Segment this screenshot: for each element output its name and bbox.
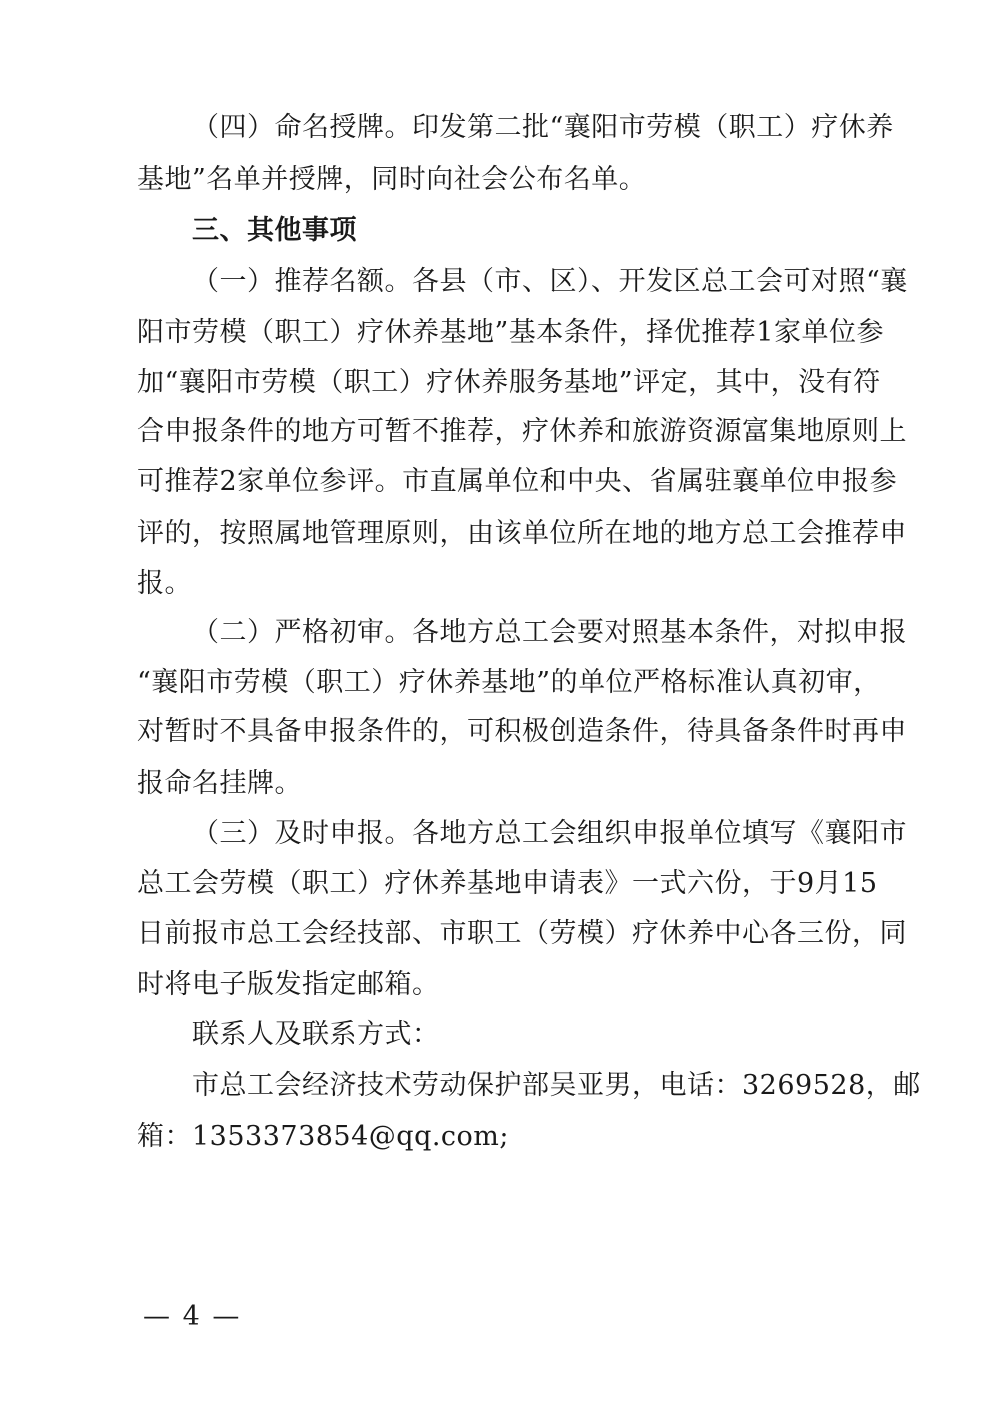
contact-email-line: 箱：1353373854@qq.com; — [137, 1121, 510, 1152]
paragraph-line: （三）及时申报。各地方总工会组织申报单位填写《襄阳市 — [192, 818, 907, 849]
paragraph-line: （一）推荐名额。各县（市、区）、开发区总工会可对照“襄 — [192, 266, 908, 297]
paragraph-line: （四）命名授牌。印发第二批“襄阳市劳模（职工）疗休养 — [192, 112, 894, 143]
paragraph-line: 合申报条件的地方可暂不推荐，疗休养和旅游资源富集地原则上 — [137, 416, 907, 447]
paragraph-line: （二）严格初审。各地方总工会要对照基本条件，对拟申报 — [192, 617, 907, 648]
contact-heading: 联系人及联系方式： — [192, 1019, 440, 1050]
section-heading: 三、其他事项 — [192, 215, 357, 246]
paragraph-line: 报命名挂牌。 — [137, 768, 302, 799]
paragraph-line: 对暂时不具备申报条件的，可积极创造条件，待具备条件时再申 — [137, 716, 907, 747]
paragraph-line: 总工会劳模（职工）疗休养基地申请表》一式六份，于9月15 — [137, 868, 878, 899]
paragraph-line: 阳市劳模（职工）疗休养基地”基本条件，择优推荐1家单位参 — [137, 317, 884, 348]
contact-line: 市总工会经济技术劳动保护部吴亚男，电话：3269528，邮 — [192, 1070, 921, 1101]
paragraph-line: 时将电子版发指定邮箱。 — [137, 969, 440, 1000]
paragraph-line: 评的，按照属地管理原则，由该单位所在地的地方总工会推荐申 — [137, 518, 907, 549]
page-number: — 4 — — [143, 1301, 242, 1332]
paragraph-line: 日前报市总工会经技部、市职工（劳模）疗休养中心各三份，同 — [137, 918, 907, 949]
paragraph-line: 报。 — [137, 568, 192, 599]
paragraph-line: 加“襄阳市劳模（职工）疗休养服务基地”评定，其中，没有符 — [137, 367, 881, 398]
paragraph-line: “襄阳市劳模（职工）疗休养基地”的单位严格标准认真初审， — [137, 667, 881, 698]
paragraph-line: 基地”名单并授牌，同时向社会公布名单。 — [137, 164, 647, 195]
paragraph-line: 可推荐2家单位参评。市直属单位和中央、省属驻襄单位申报参 — [137, 466, 898, 497]
